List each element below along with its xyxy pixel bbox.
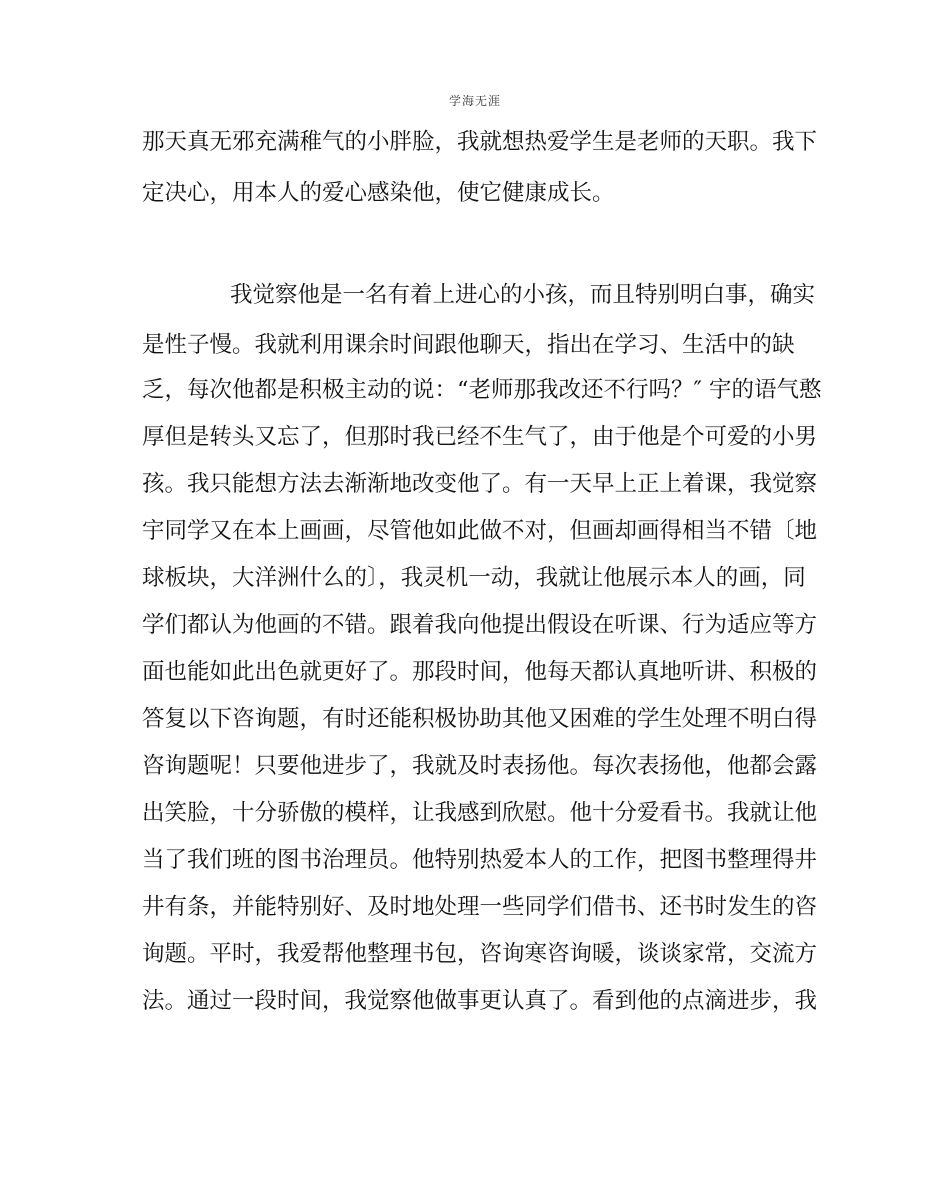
paragraph2-line-3: 乏，每次他都是积极主动的说：“老师那我改还不行吗？″ 宇的语气憨 — [142, 377, 822, 403]
paragraph2-line-5: 孩。我只能想方法去渐渐地改变他了。有一天早上正上着课，我觉察 — [142, 471, 818, 497]
paragraph2-line-2: 是性子慢。我就利用课余时间跟他聊天，指出在学习、生活中的缺 — [142, 332, 795, 358]
paragraph1-line-2: 定决心，用本人的爱心感染他，使它健康成长。 — [142, 180, 615, 206]
paragraph2-line-15: 询题。平时，我爱帮他整理书包，咨询寒咨询暖，谈谈家常，交流方 — [142, 941, 818, 967]
paragraph1-line-1: 那天真无邪充满稚气的小胖脸，我就想热爱学生是老师的天职。我下 — [142, 129, 818, 155]
paragraph2-line-14: 井有条，并能特别好、及时地处理一些同学们借书、还书时发生的咨 — [142, 894, 818, 920]
page-header: 学海无涯 — [448, 94, 501, 108]
paragraph2-line-16: 法。通过一段时间，我觉察他做事更认真了。看到他的点滴进步，我 — [142, 988, 818, 1014]
paragraph2-line-7: 球板块，大洋洲什么的〕，我灵机一动，我就让他展示本人的画，同 — [142, 565, 806, 591]
paragraph2-line-11: 咨询题呢！只要他进步了，我就及时表扬他。每次表扬他，他都会露 — [142, 753, 818, 779]
paragraph2-line-12: 出笑脸，十分骄傲的模样，让我感到欣慰。他十分爱看书。我就让他 — [142, 800, 818, 826]
paragraph2-line-1: 我觉察他是一名有着上进心的小孩，而且特别明白事，确实 — [230, 282, 816, 308]
paragraph2-line-8: 学们都认为他画的不错。跟着我向他提出假设在听课、行为适应等方 — [142, 612, 818, 638]
paragraph2-line-9: 面也能如此出色就更好了。那段时间，他每天都认真地听讲、积极的 — [142, 659, 818, 685]
paragraph2-line-10: 答复以下咨询题，有时还能积极协助其他又困难的学生处理不明白得 — [142, 706, 818, 732]
paragraph2-line-13: 当了我们班的图书治理员。他特别热爱本人的工作，把图书整理得井 — [142, 847, 818, 873]
paragraph2-line-4: 厚但是转头又忘了，但那时我已经不生气了，由于他是个可爱的小男 — [142, 424, 818, 450]
paragraph2-line-6: 宇同学又在本上画画，尽管他如此做不对，但画却画得相当不错〔地 — [142, 518, 818, 544]
